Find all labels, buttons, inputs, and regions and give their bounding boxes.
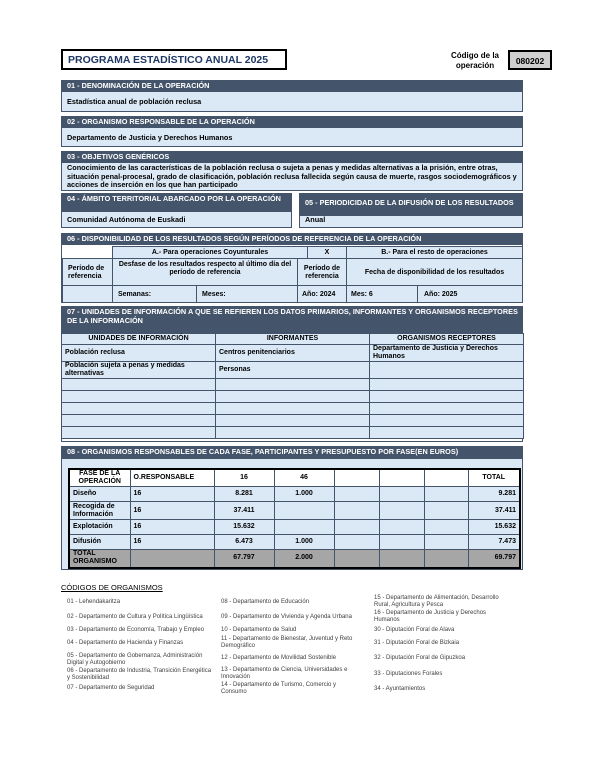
section-03 [61, 151, 523, 191]
codes-column-3 [374, 593, 524, 697]
availability-year: Año: 2025 [417, 285, 523, 303]
column-header: O.RESPONSABLE [130, 469, 214, 487]
table-cell [370, 362, 524, 379]
lag-label: Desfase de los resultados respecto al último día del período de referencia [112, 258, 298, 286]
table-cell [379, 502, 424, 520]
code-item: 33 - Diputaciones Forales [374, 671, 443, 677]
section-03-title: 03 - OBJETIVOS GENÉRICOS [62, 152, 522, 163]
operation-name: Estadística anual de población reclusa [67, 97, 202, 106]
table-cell [379, 535, 424, 550]
section-06-title: 06 - DISPONIBILIDAD DE LOS RESULTADOS SEGÚN PERÍODOS DE REFERENCIA DE LA OPERACIÓN [62, 234, 522, 245]
codes-title: CÓDIGOS DE ORGANISMOS [61, 583, 163, 592]
phase-name: Difusión [69, 535, 130, 550]
information-units-table [61, 333, 524, 439]
table-cell: 1.000 [274, 487, 334, 502]
code-item: 03 - Departamento de Economía, Trabajo y Empleo [67, 627, 205, 633]
table-cell: Personas [216, 362, 370, 379]
table-cell: 16 [130, 502, 214, 520]
code-item: 04 - Departamento de Hacienda y Finanzas [67, 640, 184, 646]
table-row [69, 487, 520, 502]
table-row [62, 391, 524, 403]
budget-table [68, 468, 521, 569]
section-05-title: 05 - PERIODICIDAD DE LA DIFUSIÓN DE LOS RESULTADOS [300, 194, 522, 216]
table-cell: 37.411 [214, 502, 274, 520]
table-cell [334, 520, 379, 535]
reference-year: Año: 2024 [297, 285, 347, 303]
section-08-title: 08 - ORGANISMOS RESPONSABLES DE CADA FASE, PARTICIPANTES Y PRESUPUESTO POR FASE(EN EUROS) [62, 447, 522, 459]
code-item: 34 - Ayuntamientos [374, 686, 426, 692]
table-cell [334, 535, 379, 550]
table-row [62, 403, 524, 415]
reference-period-label-2: Período de referencia [297, 258, 347, 286]
territorial-scope: Comunidad Autónoma de Euskadi [67, 215, 186, 224]
column-header: 46 [274, 469, 334, 487]
code-item: 11 - Departamento de Bienestar, Juventud y Reto Demográfico [221, 636, 353, 649]
phase-name: Recogida de Información [69, 502, 130, 520]
table-cell: Población reclusa [62, 345, 216, 362]
reference-period-label: Período de referencia [62, 258, 113, 286]
column-header [379, 469, 424, 487]
column-header: UNIDADES DE INFORMACIÓN [62, 334, 216, 345]
column-header [334, 469, 379, 487]
table-cell: Centros penitenciarios [216, 345, 370, 362]
table-cell [334, 502, 379, 520]
months-field: Meses: [196, 285, 298, 303]
codes-column-2 [221, 597, 371, 697]
row-total: 7.473 [468, 535, 520, 550]
table-cell: Departamento de Justicia y Derechos Humanos [370, 345, 524, 362]
grand-total: 69.797 [468, 550, 520, 568]
code-item: 30 - Diputación Foral de Alava [374, 627, 455, 633]
table-cell [379, 520, 424, 535]
column-header: FASE DE LA OPERACIÓN [69, 469, 130, 487]
table-cell: 1.000 [274, 535, 334, 550]
periodicity: Anual [305, 215, 326, 224]
section-07 [61, 306, 523, 442]
column-header: ORGANISMOS RECEPTORES [370, 334, 524, 345]
code-item: 01 - Lehendakaritza [67, 599, 121, 605]
code-item: 09 - Departamento de Vivienda y Agenda Urbana [221, 614, 352, 620]
phase-name: TOTAL ORGANISMO [69, 550, 130, 568]
table-cell [334, 550, 379, 568]
table-cell [424, 550, 468, 568]
code-item: 15 - Departamento de Alimentación, Desarrollo Rural, Agricultura y Pesca [374, 595, 499, 608]
table-cell [424, 502, 468, 520]
table-cell: Población sujeta a penas y medidas alternativas [62, 362, 216, 379]
table-cell [424, 487, 468, 502]
option-a-label: A.- Para operaciones Coyunturales [112, 246, 308, 259]
weeks-field: Semanas: [112, 285, 197, 303]
code-item: 32 - Diputación Foral de Gipuzkoa [374, 655, 466, 661]
operation-code: 080202 [508, 50, 552, 70]
row-total: 15.632 [468, 520, 520, 535]
page-title: PROGRAMA ESTADÍSTICO ANUAL 2025 [61, 49, 287, 70]
table-row [69, 502, 520, 520]
table-cell: 16 [130, 520, 214, 535]
code-item: 16 - Departamento de Justicia y Derechos Humanos [374, 610, 487, 623]
row-total: 9.281 [468, 487, 520, 502]
section-06 [61, 233, 523, 303]
section-01-title: 01 - DENOMINACIÓN DE LA OPERACIÓN [62, 81, 522, 92]
section-02-title: 02 - ORGANISMO RESPONSABLE DE LA OPERACIÓN [62, 117, 522, 128]
operation-code-label: Código de la operación [451, 51, 499, 70]
responsible-organism: Departamento de Justicia y Derechos Humanos [67, 133, 233, 142]
phase-name: Diseño [69, 487, 130, 502]
table-row [69, 520, 520, 535]
column-header: INFORMANTES [216, 334, 370, 345]
code-item: 06 - Departamento de Industria, Transición Energética y Sostenibilidad [67, 668, 212, 681]
section-05 [299, 193, 523, 228]
section-08 [61, 446, 523, 570]
section-04-title: 04 - ÁMBITO TERRITORIAL ABARCADO POR LA OPERACIÓN [62, 194, 291, 212]
section-01 [61, 80, 523, 112]
blank-cell [62, 285, 113, 303]
table-cell: 16 [130, 535, 214, 550]
code-item: 10 - Departamento de Salud [221, 627, 297, 633]
column-header: 16 [214, 469, 274, 487]
code-item: 02 - Departamento de Cultura y Política Lingüística [67, 614, 203, 620]
table-row [62, 427, 524, 439]
option-x-mark: X [307, 246, 347, 259]
code-item: 14 - Departamento de Turismo, Comercio y Consumo [221, 682, 337, 695]
table-cell [379, 550, 424, 568]
code-item: 31 - Diputación Foral de Bizkaia [374, 640, 460, 646]
column-header: TOTAL [468, 469, 520, 487]
section-04 [61, 193, 292, 228]
table-cell: 67.797 [214, 550, 274, 568]
availability-date-label: Fecha de disponibilidad de los resultados [346, 258, 523, 286]
row-total: 37.411 [468, 502, 520, 520]
table-cell [424, 520, 468, 535]
table-cell: 15.632 [214, 520, 274, 535]
table-cell: 6.473 [214, 535, 274, 550]
availability-month: Mes: 6 [346, 285, 418, 303]
table-row [62, 379, 524, 391]
code-item: 05 - Departamento de Gobernanza, Administración Digital y Autogobierno [67, 653, 203, 666]
column-header [424, 469, 468, 487]
table-cell: 2.000 [274, 550, 334, 568]
table-cell [274, 520, 334, 535]
table-cell [334, 487, 379, 502]
table-row [62, 415, 524, 427]
table-row [62, 362, 524, 379]
generic-objectives: Conocimiento de las características de la población reclusa o sujeta a penas y medidas alternativas a la prisión, entre otras, situación penal-procesal, grado de clasificación, población reclusa fallecida según causa de muerte, rasgos sociodemográficos y acciones de inserción en los que han participado [67, 163, 517, 189]
code-item: 07 - Departamento de Seguridad [67, 685, 155, 691]
option-b-label: B.- Para el resto de operaciones [346, 246, 523, 259]
code-item: 13 - Departamento de Ciencia, Universidades e Innovación [221, 667, 348, 680]
section-07-title: 07 - UNIDADES DE INFORMACIÓN A QUE SE REFIEREN LOS DATOS PRIMARIOS, INFORMANTES Y ORGANISMOS RECEPTORES DE LA INFORMACIÓN [62, 307, 522, 334]
table-cell [130, 550, 214, 568]
section-02 [61, 116, 523, 147]
table-row [62, 345, 524, 362]
table-cell [424, 535, 468, 550]
table-cell: 16 [130, 487, 214, 502]
code-item: 12 - Departamento de Movilidad Sostenible [221, 655, 337, 661]
table-cell: 8.281 [214, 487, 274, 502]
table-cell [274, 502, 334, 520]
code-item: 08 - Departamento de Educación [221, 599, 310, 605]
table-row [69, 535, 520, 550]
codes-column-1 [67, 597, 217, 697]
table-row-total [69, 550, 520, 568]
table-cell [379, 487, 424, 502]
phase-name: Explotación [69, 520, 130, 535]
